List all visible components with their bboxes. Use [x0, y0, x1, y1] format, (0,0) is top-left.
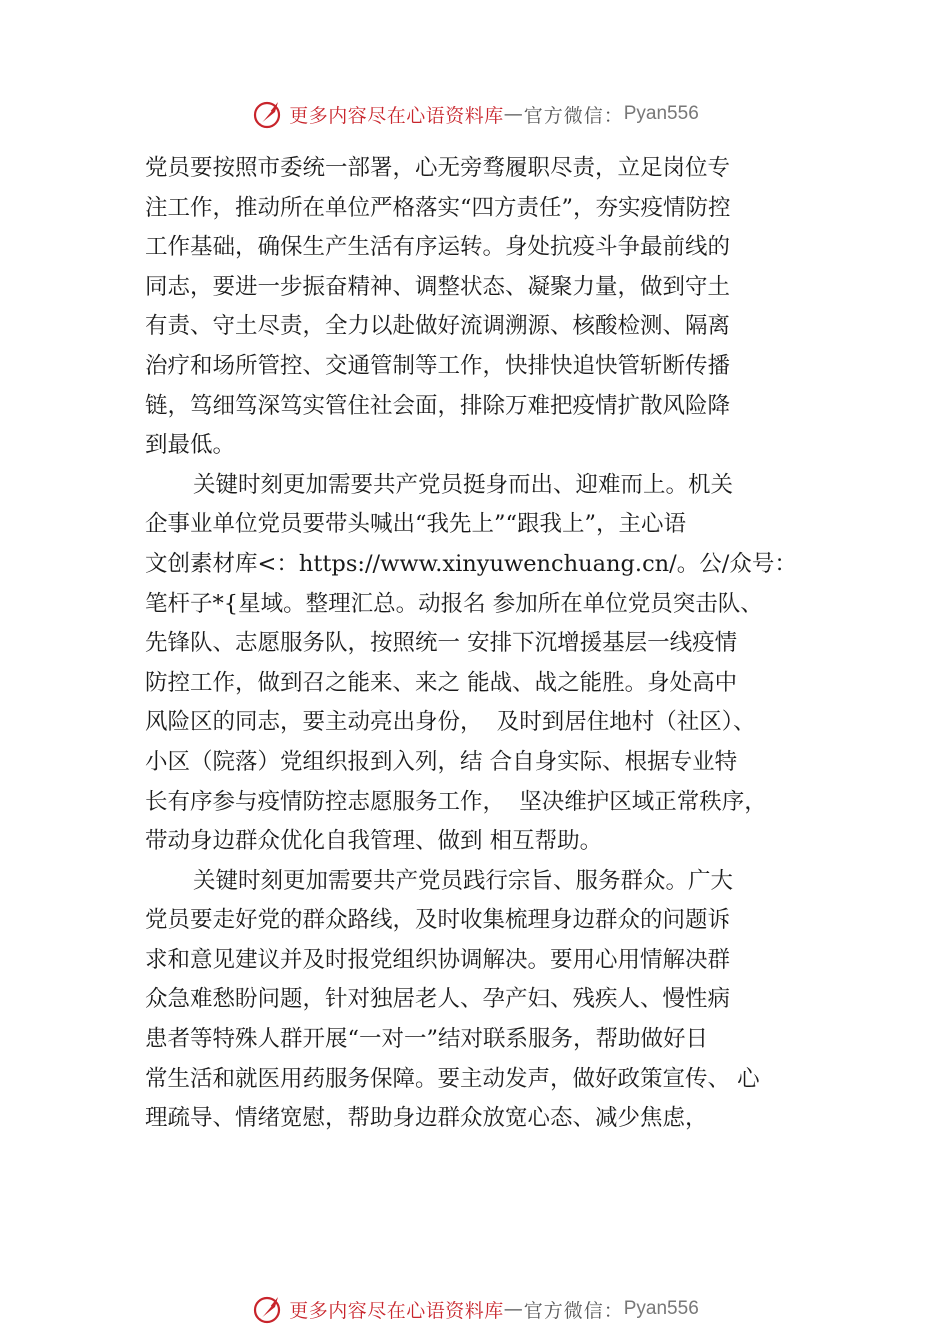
banner-wechat-id: Pyan556	[623, 1298, 699, 1319]
text-line: 到最低。	[145, 432, 236, 459]
text-line: 常生活和就医用药服务保障。要主动发声，做好政策宣传、 心	[145, 1065, 760, 1092]
banner-brand: 更多内容尽在心语资料库	[289, 1299, 504, 1322]
text-line: 企事业单位党员要带头喊出“我先上”“跟我上”，主心语	[145, 511, 687, 538]
text-line: 先锋队、志愿服务队，按照统一 安排下沉增援基层一线疫情	[145, 630, 738, 657]
text-line: 众急难愁盼问题，针对独居老人、孕产妇、残疾人、慢性病	[145, 986, 731, 1013]
text-line: 风险区的同志，要主动亮出身份， 及时到居住地村（社区）、	[145, 709, 756, 736]
text-line: 治疗和场所管控、交通管制等工作，快排快追快管斩断传播	[145, 352, 731, 379]
text-line: 防控工作，做到召之能来、来之 能战、战之能胜。身处高中	[145, 669, 738, 696]
quill-logo-icon	[251, 97, 285, 131]
banner-label: 官方微信：	[523, 104, 624, 127]
text-line: 文创素材库<：https://www.xinyuwenchuang.cn/。公/众号：	[145, 550, 797, 577]
document-body	[145, 149, 845, 1139]
banner-label: 官方微信：	[523, 1299, 624, 1322]
text-line: 党员要走好党的群众路线，及时收集梳理身边群众的问题诉	[145, 907, 731, 934]
text-line: 患者等特殊人群开展“一对一”结对联系服务，帮助做好日	[145, 1026, 709, 1053]
text-line: 注工作，推动所在单位严格落实“四方责任”，夯实疫情防控	[145, 194, 731, 221]
text-line: 链，笃细笃深笃实管住社会面，排除万难把疫情扩散风险降	[145, 392, 731, 419]
text-line: 笔杆子*{星域。整理汇总。动报名 参加所在单位党员突击队、	[145, 590, 763, 617]
banner-separator: —	[503, 1298, 524, 1320]
text-line: 理疏导、情绪宽慰，帮助身边群众放宽心态、减少焦虑，	[145, 1105, 708, 1132]
paragraph-start: 关键时刻更加需要共产党员践行宗旨、服务群众。广大	[193, 867, 734, 894]
text-line: 工作基础，确保生产生活有序运转。身处抗疫斗争最前线的	[145, 234, 731, 261]
text-line: 有责、守土尽责，全力以赴做好流调溯源、核酸检测、隔离	[145, 313, 731, 340]
quill-logo-icon	[251, 1292, 285, 1326]
footer-banner	[0, 1291, 950, 1327]
text-line: 党员要按照市委统一部署，心无旁骛履职尽责，立足岗位专	[145, 155, 731, 181]
header-banner	[0, 96, 950, 132]
banner-separator: —	[503, 103, 524, 125]
banner-brand: 更多内容尽在心语资料库	[289, 104, 504, 127]
text-line: 求和意见建议并及时报党组织协调解决。要用心用情解决群	[145, 946, 731, 973]
text-line: 小区（院落）党组织报到入列，结 合自身实际、根据专业特	[145, 748, 738, 775]
text-line: 带动身边群众优化自我管理、做到 相互帮助。	[145, 828, 603, 855]
text-line: 同志，要进一步振奋精神、调整状态、凝聚力量，做到守土	[145, 273, 731, 300]
text-line: 长有序参与疫情防控志愿服务工作， 坚决维护区域正常秩序，	[145, 788, 767, 815]
banner-wechat-id: Pyan556	[623, 103, 699, 124]
paragraph-start: 关键时刻更加需要共产党员挺身而出、迎难而上。机关	[193, 471, 734, 498]
